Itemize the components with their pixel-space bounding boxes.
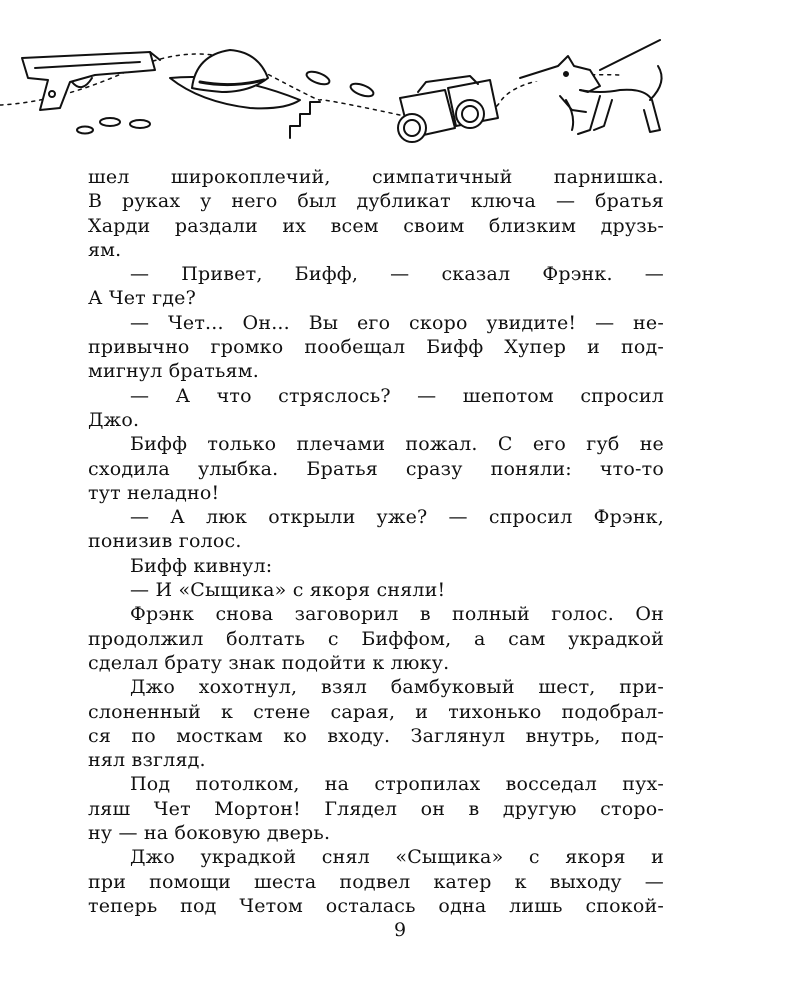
text-line: продолжил болтать с Биффом, а сам украдкой xyxy=(88,627,664,650)
text-line: Под потолком, на стропилах восседал пух- xyxy=(130,773,664,796)
text-line: Бифф кивнул: xyxy=(130,554,273,577)
page-number: 9 xyxy=(393,919,407,941)
text-line: — А люк открыли уже? — спросил Фрэнк, xyxy=(130,506,664,529)
text-line: шел широкоплечий, симпатичный парнишка. xyxy=(88,166,664,188)
text-line: А Чет где? xyxy=(88,287,196,310)
pistol-icon xyxy=(22,52,160,110)
hat-icon xyxy=(170,50,300,108)
text-line: понизив голос. xyxy=(88,530,242,553)
text-line: Джо. xyxy=(88,408,140,431)
text-line: слоненный к стене сарая, и тихонько подобрал- xyxy=(88,700,664,723)
text-line: нял взгляд. xyxy=(88,749,206,772)
text-line: Бифф только плечами пожал. С его губ не xyxy=(130,433,664,456)
text-line: — А что стряслось? — шепотом спросил xyxy=(130,384,664,407)
stairs-icon xyxy=(290,102,320,138)
text-line: — И «Сыщика» с якоря сняли! xyxy=(130,579,446,602)
text-line: мигнул братьям. xyxy=(88,360,259,383)
page-text xyxy=(88,165,664,918)
dog-icon xyxy=(520,40,662,134)
text-line: Харди раздали их всем своим близким друзь- xyxy=(88,214,664,237)
text-line: сделал брату знак подойти к люку. xyxy=(88,651,450,674)
text-line: Фрэнк снова заговорил в полный голос. Он xyxy=(130,603,664,626)
text-line: тут неладно! xyxy=(88,481,220,504)
binoculars-icon xyxy=(398,76,498,142)
text-line: В руках у него был дубликат ключа — братья xyxy=(88,190,664,213)
text-line: при помощи шеста подвел катер к выходу — xyxy=(88,870,664,893)
text-line: сходила улыбка. Братья сразу поняли: что-то xyxy=(88,457,664,480)
text-line: ну — на боковую дверь. xyxy=(88,822,331,845)
text-line: — Привет, Бифф, — сказал Фрэнк. — xyxy=(130,263,664,286)
text-line: теперь под Четом осталась одна лишь спокой- xyxy=(88,894,664,917)
text-line: Джо хохотнул, взял бамбуковый шест, при- xyxy=(130,676,664,699)
text-line: привычно громко пообещал Бифф Хупер и под- xyxy=(88,336,664,359)
text-line: ям. xyxy=(88,238,122,261)
text-line: ляш Чет Мортон! Глядел он в другую сторо- xyxy=(88,797,664,820)
text-line: — Чет... Он... Вы его скоро увидите! — не- xyxy=(130,311,664,334)
text-line: Джо украдкой снял «Сыщика» с якоря и xyxy=(130,846,664,869)
header-illustration xyxy=(0,30,800,150)
text-line: ся по мосткам ко входу. Заглянул внутрь, под- xyxy=(88,724,664,747)
